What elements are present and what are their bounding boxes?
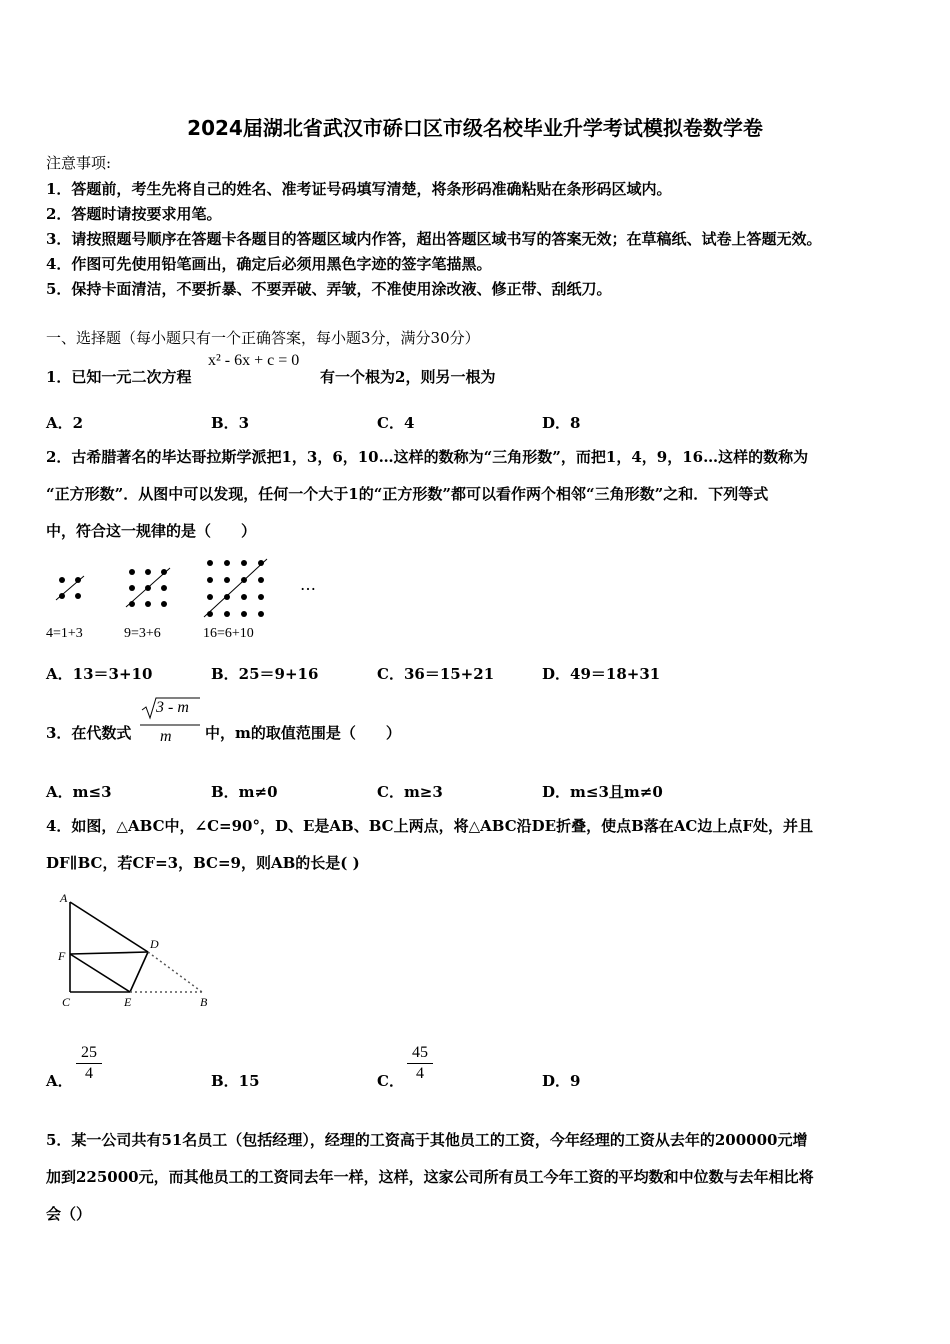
figure-caption: 4=1+3 bbox=[46, 626, 83, 641]
q4-option-b[interactable]: B．15 bbox=[211, 1072, 260, 1090]
q4-line: DF∥BC，若CF=3，BC=9，则AB的长是( ) bbox=[46, 854, 360, 872]
q3-stem-post: 中，m的取值范围是（ ） bbox=[205, 724, 401, 742]
fraction-numerator: 25 bbox=[81, 1044, 97, 1061]
q2-line: “正方形数”．从图中可以发现，任何一个大于1的“正方形数”都可以看作两个相邻“三角形数”之和．下列等式 bbox=[46, 485, 769, 503]
q3-option-a[interactable]: A．m≤3 bbox=[46, 783, 112, 801]
page-title: 2024届湖北省武汉市硚口区市级名校毕业升学考试模拟卷数学卷 bbox=[187, 116, 763, 140]
figure-ellipsis: … bbox=[300, 575, 316, 594]
q4-option-a[interactable]: A． bbox=[46, 1072, 73, 1090]
notice-item: 2．答题时请按要求用笔。 bbox=[46, 205, 222, 223]
notice-heading: 注意事项: bbox=[46, 154, 112, 172]
triangle-fold-figure bbox=[50, 888, 220, 1016]
q1-stem-post: 有一个根为2，则另一根为 bbox=[320, 368, 496, 386]
fraction-denominator: 4 bbox=[85, 1065, 93, 1082]
notice-item: 5．保持卡面清洁，不要折暴、不要弄破、弄皱，不准使用涂改液、修正带、刮纸刀。 bbox=[46, 280, 612, 298]
q3-option-c[interactable]: C．m≥3 bbox=[377, 783, 443, 801]
notice-item: 1．答题前，考生先将自己的姓名、准考证号码填写清楚，将条形码准确粘贴在条形码区域内。 bbox=[46, 180, 672, 198]
q4-option-c[interactable]: C． bbox=[377, 1072, 404, 1090]
vertex-label: E bbox=[124, 995, 132, 1009]
vertex-label: C bbox=[62, 995, 71, 1009]
q4-option-a-fraction bbox=[76, 1044, 102, 1083]
q1-option-c[interactable]: C．4 bbox=[377, 414, 415, 432]
fraction-numerator: 45 bbox=[412, 1044, 428, 1061]
section-heading: 一、选择题（每小题只有一个正确答案，每小题3分，满分30分） bbox=[46, 329, 480, 347]
vertex-label: B bbox=[200, 995, 208, 1009]
q5-line: 加到225000元，而其他员工的工资同去年一样，这样，这家公司所有员工今年工资的平均数和中位数与去年相比将 bbox=[46, 1168, 814, 1186]
q5-line: 会（） bbox=[46, 1205, 92, 1223]
q3-denominator: m bbox=[160, 728, 172, 745]
q2-option-a[interactable]: A．13＝3+10 bbox=[46, 665, 153, 683]
q3-stem-pre: 3．在代数式 bbox=[46, 724, 132, 742]
q1-equation: x² - 6x + c = 0 bbox=[208, 352, 300, 369]
vertex-label: D bbox=[150, 937, 159, 951]
q4-option-c-fraction bbox=[407, 1044, 433, 1083]
q2-line: 中，符合这一规律的是（ ） bbox=[46, 522, 257, 540]
q2-option-c[interactable]: C．36＝15+21 bbox=[377, 665, 495, 683]
q1-option-a[interactable]: A．2 bbox=[46, 414, 84, 432]
q3-fraction bbox=[140, 696, 202, 750]
notice-item: 4．作图可先使用铅笔画出，确定后必须用黑色字迹的签字笔描黑。 bbox=[46, 255, 492, 273]
vertex-label: F bbox=[58, 949, 66, 963]
q1-option-b[interactable]: B．3 bbox=[211, 414, 250, 432]
q2-option-b[interactable]: B．25＝9+16 bbox=[211, 665, 319, 683]
square-number-dot-figure bbox=[40, 555, 340, 625]
q1-stem-pre: 1．已知一元二次方程 bbox=[46, 368, 192, 386]
notice-item: 3．请按照题号顺序在答题卡各题目的答题区域内作答，超出答题区域书写的答案无效；在草稿纸、试卷上答题无效。 bbox=[46, 230, 822, 248]
q3-option-d[interactable]: D．m≤3且m≠0 bbox=[542, 783, 663, 801]
figure-caption: 9=3+6 bbox=[124, 626, 161, 641]
vertex-label: A bbox=[60, 891, 68, 905]
figure-caption: 16=6+10 bbox=[203, 626, 254, 641]
q3-option-b[interactable]: B．m≠0 bbox=[211, 783, 278, 801]
q4-option-d[interactable]: D．9 bbox=[542, 1072, 581, 1090]
fraction-denominator: 4 bbox=[416, 1065, 424, 1082]
q5-line: 5．某一公司共有51名员工（包括经理），经理的工资高于其他员工的工资，今年经理的工资从去年的200000元增 bbox=[46, 1131, 808, 1149]
q2-line: 2．古希腊著名的毕达哥拉斯学派把1，3，6，10…这样的数称为“三角形数”，而把1，4，9，16…这样的数称为 bbox=[46, 448, 809, 466]
q2-option-d[interactable]: D．49＝18+31 bbox=[542, 665, 661, 683]
q4-line: 4．如图，△ABC中，∠C=90°，D、E是AB、BC上两点，将△ABC沿DE折叠，使点B落在AC边上点F处，并且 bbox=[46, 817, 814, 835]
q1-option-d[interactable]: D．8 bbox=[542, 414, 581, 432]
q3-radicand: 3 - m bbox=[156, 699, 189, 716]
